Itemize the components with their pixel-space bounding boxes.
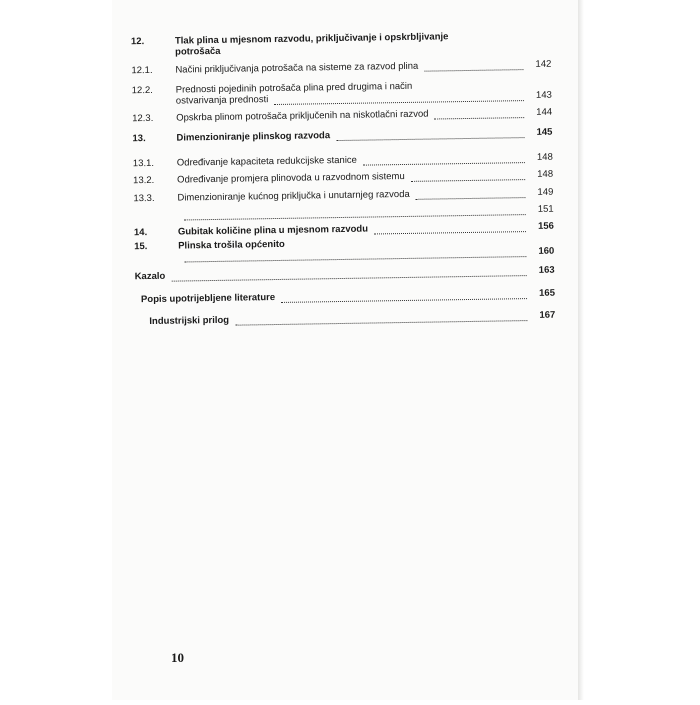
toc-entry-title: Gubitak količine plina u mjesnom razvodu (178, 224, 368, 238)
toc-entry-page: 144 (536, 107, 552, 118)
toc-entry-number (134, 210, 178, 211)
leader-dots (281, 291, 527, 303)
toc-entry-title: potrošača (175, 46, 221, 58)
toc-entry-title: Plinska trošila općenito (178, 239, 285, 252)
leader-dots (424, 62, 523, 72)
toc-entry-number: 13. (132, 133, 176, 145)
leader-dots (416, 190, 526, 200)
leader-dots (274, 93, 524, 105)
toc-entry-page: 148 (537, 169, 553, 180)
toc-entry (133, 152, 553, 170)
toc-entry-number: 13.3. (133, 193, 177, 205)
toc-entry-page: 143 (536, 90, 552, 101)
toc-entry (131, 30, 551, 59)
toc-entry-number: 12.1. (131, 65, 175, 77)
toc-entry-title: ostvarivanja prednosti (176, 94, 269, 106)
toc-entry-page: 149 (537, 187, 553, 198)
toc-entry-title: Načini priključivanja potrošača na sisteme za razvod plina (175, 61, 418, 76)
toc-entry (135, 310, 555, 328)
toc-entry-title: Tlak plina u mjesnom razvodu, priključivanje i opskrbljivanje (175, 31, 449, 46)
toc-entry-title: Industrijski prilog (149, 315, 229, 327)
toc-entry (133, 169, 553, 187)
toc-entry-number (134, 252, 178, 253)
toc-entry-page: 145 (536, 127, 552, 138)
toc-entry-title: Određivanje kapaciteta redukcijske stanice (177, 155, 357, 169)
toc-entry-page: 163 (539, 265, 555, 276)
leader-dots (184, 207, 526, 220)
toc-entry-number: 12.2. (132, 85, 176, 97)
leader-dots (235, 313, 527, 326)
leader-dots (374, 224, 526, 234)
toc-entry (135, 288, 555, 306)
toc-entry (134, 204, 554, 222)
toc-entry (131, 59, 551, 77)
toc-entry-number: 12. (131, 36, 175, 48)
toc-entry-page: 148 (537, 152, 553, 163)
toc-entry-page: 160 (538, 246, 554, 257)
toc-entry-title: Popis upotrijebljene literature (141, 292, 275, 305)
toc-entry-title: Prednosti pojedinih potrošača plina pred drugima i način (176, 81, 413, 96)
toc-entry-page: 165 (539, 288, 555, 299)
toc-entry-page: 167 (539, 310, 555, 321)
toc-entry (133, 187, 553, 205)
leader-dots (171, 268, 526, 282)
toc-entry (132, 107, 552, 125)
toc-entry (132, 127, 552, 145)
toc-entry-page: 151 (538, 204, 554, 215)
toc-entry-number: 14. (134, 227, 178, 239)
toc-entry-title: Dimenzioniranje plinskog razvoda (176, 130, 330, 143)
toc-entry-page: 156 (538, 221, 554, 232)
toc-entry-page: 142 (535, 59, 551, 70)
leader-dots (184, 249, 526, 262)
toc-entry-number: 15. (134, 241, 178, 253)
toc-entry-number: 13.1. (133, 158, 177, 170)
leader-dots (336, 130, 524, 141)
toc-entry-title: Dimenzioniranje kućnog priključka i unutarnjeg razvoda (177, 189, 410, 204)
toc-entry-title: Određivanje promjera plinovoda u razvodnom sistemu (177, 171, 405, 186)
toc-entry-number: 12.3. (132, 113, 176, 125)
leader-dots (411, 172, 525, 182)
leader-dots (434, 110, 524, 119)
toc-entry (132, 79, 552, 108)
toc-entry-title: Opskrba plinom potrošača priključenih na niskotlačni razvod (176, 109, 429, 124)
toc-entry-title: Kazalo (135, 271, 166, 282)
leader-dots (363, 155, 525, 166)
page-number: 10 (171, 650, 184, 666)
toc-entry (135, 265, 555, 283)
toc-entry-number: 13.2. (133, 175, 177, 187)
